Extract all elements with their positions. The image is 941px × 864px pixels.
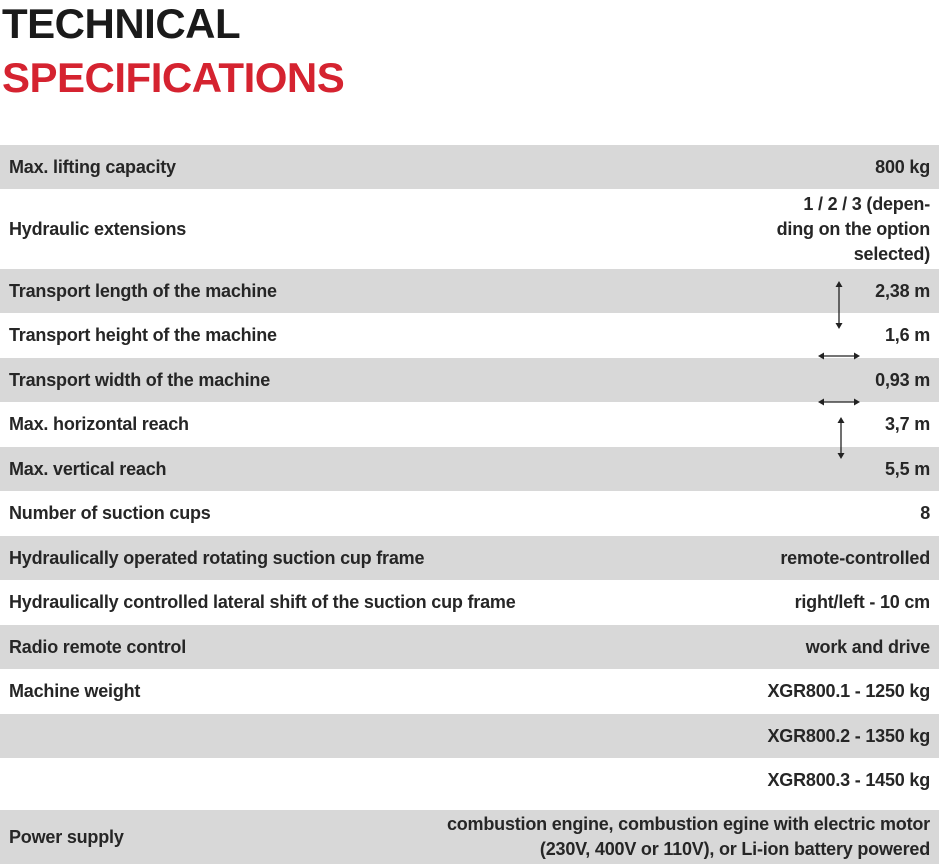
spec-value: 0,93 m xyxy=(875,369,930,390)
spec-value: 3,7 m xyxy=(884,414,930,434)
spec-value: 2,38 m xyxy=(875,280,930,301)
spec-value: remote-controlled xyxy=(780,547,930,568)
spec-label: Hydraulic extensions xyxy=(9,218,187,239)
spec-row-max-vertical-reach xyxy=(0,447,939,491)
spec-value xyxy=(447,812,930,862)
spec-label: Transport length of the machine xyxy=(9,280,277,301)
horizontal-double-arrow-icon xyxy=(818,350,860,362)
spec-value-line: (230V, 400V or 110V), or Li-ion battery powered xyxy=(539,839,930,859)
spec-row-transport-length xyxy=(0,269,939,313)
spec-value xyxy=(777,192,930,267)
horizontal-double-arrow-icon xyxy=(818,396,860,408)
spec-value: 1,6 m xyxy=(884,325,930,345)
spec-row-max-lifting-capacity xyxy=(0,145,939,189)
spec-value: 800 kg xyxy=(875,156,930,177)
spec-value: right/left - 10 cm xyxy=(794,592,930,612)
spec-value: work and drive xyxy=(805,636,930,657)
spec-row-number-of-suction-cups xyxy=(0,491,939,536)
spec-label: Transport height of the machine xyxy=(9,325,277,345)
spec-value: 8 xyxy=(920,503,930,523)
spec-row-machine-weight-2 xyxy=(0,714,939,758)
spec-row-max-horizontal-reach xyxy=(0,402,939,447)
spec-value: XGR800.1 - 1250 kg xyxy=(767,681,930,701)
spec-value-line: combustion engine, combustion egine with electric motor xyxy=(446,814,930,834)
spec-value: XGR800.2 - 1350 kg xyxy=(767,725,930,746)
spec-label: Radio remote control xyxy=(9,636,187,657)
spec-row-machine-weight xyxy=(0,669,939,714)
spec-value-line: selected) xyxy=(853,243,930,264)
spec-row-radio-remote-control xyxy=(0,625,939,669)
spec-label: Hydraulically operated rotating suction cup frame xyxy=(9,547,425,568)
spec-label: Power supply xyxy=(9,826,124,847)
spec-label: Max. vertical reach xyxy=(9,458,167,479)
spec-row-transport-height xyxy=(0,313,939,358)
title-line-2: SPECIFICATIONS xyxy=(2,54,345,101)
spec-row-hydraulic-extensions xyxy=(0,189,939,269)
spec-row-transport-width xyxy=(0,358,939,402)
spec-label: Transport width of the machine xyxy=(9,369,271,390)
spec-value: XGR800.3 - 1450 kg xyxy=(767,770,930,790)
title-line-1: TECHNICAL xyxy=(2,0,241,47)
spec-value: 5,5 m xyxy=(884,458,930,479)
spec-value-line: ding on the option xyxy=(776,218,930,239)
spec-label: Number of suction cups xyxy=(9,503,211,523)
spec-row-rotating-suction-cup-frame xyxy=(0,536,939,580)
spec-value-line: 1 / 2 / 3 (depen- xyxy=(803,193,930,214)
spec-row-power-supply xyxy=(0,810,939,864)
spec-label: Hydraulically controlled lateral shift of the suction cup frame xyxy=(9,592,516,612)
spec-label: Max. horizontal reach xyxy=(9,414,189,434)
vertical-double-arrow-icon xyxy=(835,417,847,459)
spec-row-machine-weight-3 xyxy=(0,758,939,803)
spec-label: Max. lifting capacity xyxy=(9,156,176,177)
vertical-double-arrow-icon xyxy=(833,281,845,329)
spec-row-lateral-shift xyxy=(0,580,939,625)
spec-label: Machine weight xyxy=(9,681,141,701)
